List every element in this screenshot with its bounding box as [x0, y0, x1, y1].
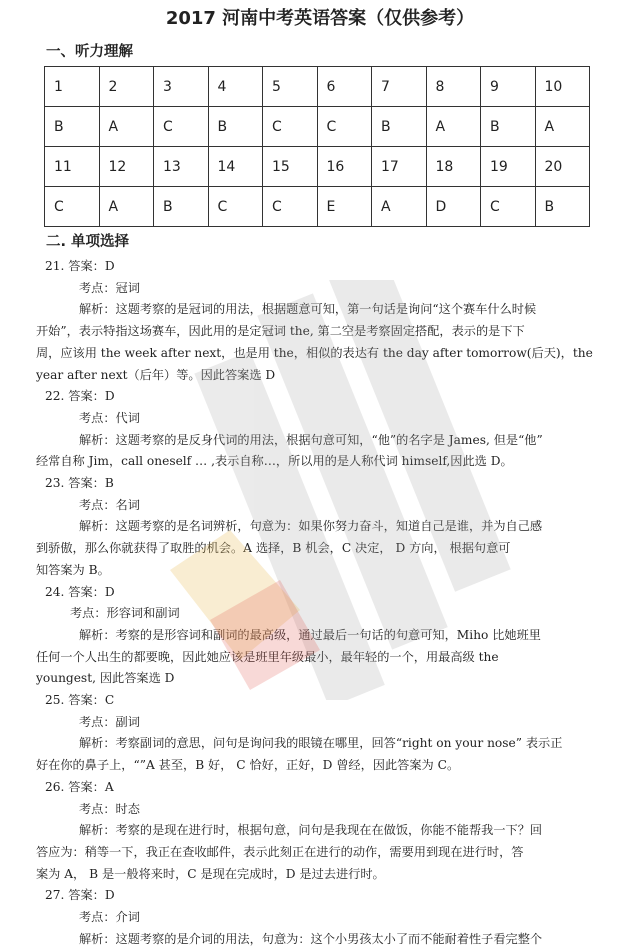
table-cell: 11	[45, 147, 100, 187]
answer-line: 24. 答案：D	[45, 584, 115, 599]
table-cell: 9	[481, 67, 536, 107]
table-cell: A	[99, 187, 154, 227]
table-cell: 17	[372, 147, 427, 187]
table-cell: 5	[263, 67, 318, 107]
table-cell: 16	[317, 147, 372, 187]
table-cell: 7	[372, 67, 427, 107]
table-cell: A	[99, 107, 154, 147]
table-cell: 14	[208, 147, 263, 187]
explanation-line: 解析：这题考察的是反身代词的用法，根据句意可知，“他”的名字是 James, 但是“他”	[79, 432, 543, 447]
page-title: 2017 河南中考英语答案（仅供参考）	[165, 8, 475, 29]
explanation-line: 解析：考察的是现在进行时，根据句意，问句是我现在在做饭，你能不能帮我一下？回	[79, 823, 543, 838]
explanation-line: 好在你的鼻子上，“”A 甚至，B 好， C 恰好，正好，D 曾经，因此答案为 C。	[36, 758, 460, 773]
explanation-line: 解析：这题考察的是名词辨析，句意为：如果你努力奋斗，知道自己是谁，并为自己感	[79, 519, 543, 534]
explanation-line: 案为 A， B 是一般将来时，C 是现在完成时，D 是过去进行时。	[36, 866, 385, 881]
key-point-line: 考点：副词	[79, 714, 140, 729]
table-cell: 6	[317, 67, 372, 107]
table-cell: B	[372, 107, 427, 147]
section-heading-single-choice: 二. 单项选择	[46, 234, 130, 250]
explanation-line: 周，应该用 the week after next，也是用 the，相似的表达有 the day after tomorrow(后天)，the	[36, 345, 593, 360]
table-cell: 1	[45, 67, 100, 107]
table-cell: A	[372, 187, 427, 227]
table-cell: C	[263, 187, 318, 227]
question-number-row	[45, 147, 590, 187]
explanation-line: 答应为：稍等一下，我正在查收邮件，表示此刻正在进行的动作，需要用到现在进行时，答	[36, 844, 524, 859]
section-heading-listening: 一、听力理解	[46, 44, 133, 60]
table-cell: A	[426, 107, 481, 147]
question-item	[36, 582, 596, 691]
table-cell: C	[154, 107, 209, 147]
table-cell: D	[426, 187, 481, 227]
table-cell: 19	[481, 147, 536, 187]
question-item	[36, 386, 596, 473]
answer-row	[45, 187, 590, 227]
table-cell: 12	[99, 147, 154, 187]
key-point-line: 考点：形容词和副词	[70, 606, 180, 621]
explanation-line: 到骄傲，那么你就获得了取胜的机会。A 选择，B 机会，C 决定， D 方向， 根据句意可	[36, 541, 511, 556]
table-cell: B	[45, 107, 100, 147]
answer-line: 27. 答案：D	[45, 888, 115, 903]
table-cell: 20	[535, 147, 590, 187]
answer-row	[45, 107, 590, 147]
answer-line: 23. 答案：B	[45, 476, 114, 491]
table-cell: B	[154, 187, 209, 227]
table-cell: B	[481, 107, 536, 147]
explanation-line: 开始”，表示特指这场赛车，因此用的是定冠词 the, 第二空是考察固定搭配，表示的是下下	[36, 324, 525, 339]
table-cell: A	[535, 107, 590, 147]
table-cell: 10	[535, 67, 590, 107]
question-item	[36, 256, 596, 386]
table-cell: 4	[208, 67, 263, 107]
explanation-line: 解析：考察副词的意思，问句是询问我的眼镜在哪里，回答“right on your nose” 表示正	[79, 736, 563, 751]
key-point-line: 考点：代词	[79, 410, 140, 425]
table-cell: E	[317, 187, 372, 227]
explanation-line: youngest, 因此答案选 D	[36, 671, 175, 686]
question-item	[36, 473, 596, 582]
key-point-line: 考点：介词	[79, 910, 140, 925]
table-cell: B	[535, 187, 590, 227]
table-cell: 3	[154, 67, 209, 107]
table-cell: 18	[426, 147, 481, 187]
explanation-line: 经常自称 Jim，call oneself … ,表示自称…，所以用的是人称代词 himself,因此选 D。	[36, 454, 513, 469]
table-cell: C	[45, 187, 100, 227]
key-point-line: 考点：冠词	[79, 280, 140, 295]
explanation-line: 解析：这题考察的是冠词的用法，根据题意可知，第一句话是询问“这个赛车什么时候	[79, 302, 537, 317]
explanations	[36, 256, 596, 951]
answer-line: 21. 答案：D	[45, 259, 115, 273]
answer-line: 22. 答案：D	[45, 389, 115, 404]
table-cell: 15	[263, 147, 318, 187]
explanation-line: year after next（后年）等。因此答案选 D	[36, 367, 276, 382]
answer-line: 25. 答案：C	[45, 693, 115, 708]
answer-table	[44, 66, 590, 227]
table-cell: B	[208, 107, 263, 147]
table-cell: C	[317, 107, 372, 147]
table-cell: C	[208, 187, 263, 227]
answer-line: 26. 答案：A	[45, 779, 114, 794]
explanation-line: 知答案为 B。	[36, 562, 110, 577]
explanation-line: 解析：这题考察的是介词的用法，句意为：这个小男孩太小了而不能耐着性子看完整个	[79, 931, 543, 946]
explanation-line: 任何一个人出生的都要晚，因此她应该是班里年级最小，最年轻的一个，用最高级 the	[36, 649, 499, 664]
question-number-row	[45, 67, 590, 107]
explanation-line: 解析：考察的是形容词和副词的最高级，通过最后一句话的句意可知，Miho 比她班里	[79, 627, 541, 642]
key-point-line: 考点：名词	[79, 497, 140, 512]
question-item	[36, 777, 596, 886]
table-cell: 13	[154, 147, 209, 187]
table-cell: 8	[426, 67, 481, 107]
table-cell: C	[263, 107, 318, 147]
table-cell: C	[481, 187, 536, 227]
key-point-line: 考点：时态	[79, 801, 140, 816]
question-item	[36, 690, 596, 777]
question-item	[36, 885, 596, 950]
table-cell: 2	[99, 67, 154, 107]
